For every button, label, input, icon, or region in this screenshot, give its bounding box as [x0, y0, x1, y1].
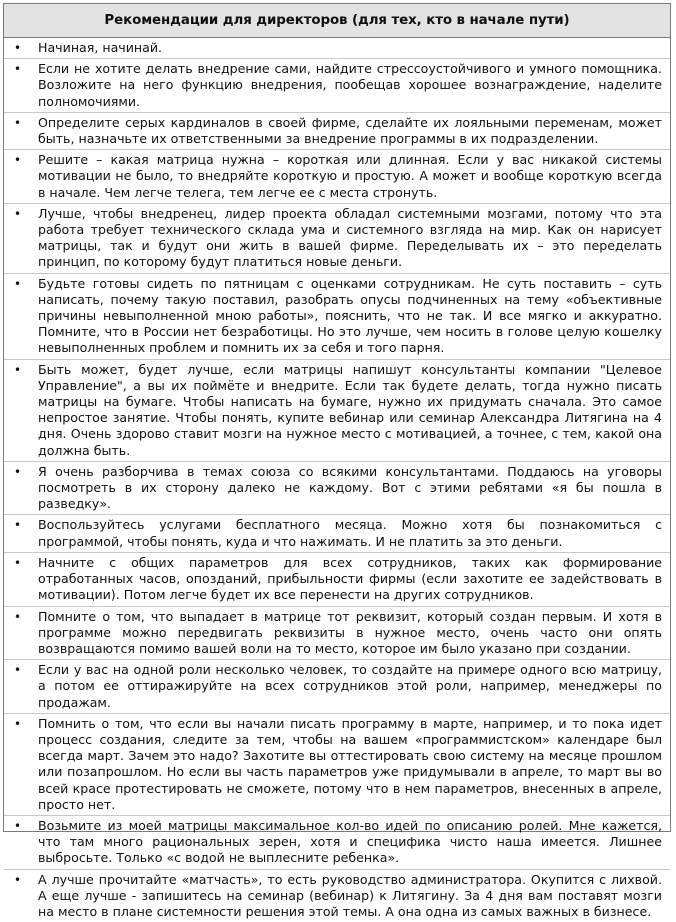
list-item-text: Будьте готовы сидеть по пятницам с оценками сотрудникам. Не суть поставить – суть написать, почему такую поставил, разобрать опусы подчиненных на тему «объективные причины невыполненной мною работы», пояснить, что не так. И все мягко и аккуратно. Помните, что в России нет безработицы. Но это лучше, чем носить в голове целую кошелку невыполненных проблем и помнить их за себя и того парня. [38, 275, 662, 356]
recommendations-list [4, 38, 670, 922]
list-item [4, 150, 670, 204]
list-item-text: Воспользуйтесь услугами бесплатного месяца. Можно хотя бы познакомиться с программой, чтобы понять, куда и что нажимать. И не платить за это деньги. [38, 517, 662, 549]
bullet-icon: • [14, 153, 22, 168]
list-item [4, 113, 670, 150]
bullet-icon: • [14, 872, 22, 887]
list-item-text: Начиная, начинай. [38, 40, 163, 55]
list-item-text: Решите – какая матрица нужна – короткая или длинная. Если у вас никакой системы мотивации не было, то внедряйте короткую и простую. А может и вообще короткую всегда в начале. Чем легче телега, тем легче ее с места стронуть. [38, 152, 662, 200]
bullet-icon: • [14, 518, 22, 533]
bullet-icon: • [14, 609, 22, 624]
list-item-text: Лучше, чтобы внедренец, лидер проекта обладал системными мозгами, потому что эта работа требует технического склада ума и системного взгляда на мир. Как он нарисует матрицы, так и будут они жить в вашей фирме. Переделывать их – это переделать принцип, по которому будут платиться новые деньги. [38, 205, 662, 270]
list-item [4, 553, 670, 607]
list-item [4, 607, 670, 661]
bullet-icon: • [14, 818, 22, 833]
list-item-text: Если у вас на одной роли несколько человек, то создайте на примере одного всю матрицу, а потом ее оттиражируйте на всех сотрудников этой роли, например, менеджеры по продажам. [38, 662, 662, 710]
list-item [4, 38, 670, 59]
bullet-icon: • [14, 41, 22, 55]
list-item [4, 816, 670, 870]
bullet-icon: • [14, 115, 22, 130]
table-header [4, 4, 670, 38]
list-item-text: А лучше прочитайте «матчасть», то есть руководство администратора. Окупится с лихвой. А еще лучше - запишитесь на семинар (вебинар) к Литягину. За 4 дня вам поставят мозги на место в плане системности решения этой темы. А она одна из самых важных в бизнесе. [38, 871, 662, 919]
list-item [4, 714, 670, 816]
list-item [4, 204, 670, 274]
list-item-text: Помните о том, что выпадает в матрице тот реквизит, который создан первым. И хотя в программе можно передвигать реквизиты в нужное место, очень часто они опять возвращаются помимо вашей воли на то место, которое им было указано при создании. [38, 608, 662, 656]
bullet-icon: • [14, 62, 22, 77]
list-item [4, 360, 670, 462]
list-item [4, 515, 670, 552]
table-title: Рекомендации для директоров (для тех, кто в начале пути) [104, 13, 570, 28]
bullet-icon: • [14, 555, 22, 570]
recommendations-table [3, 3, 671, 919]
list-item [4, 59, 670, 113]
list-item-text: Определите серых кардиналов в своей фирме, сделайте их лояльными переменам, может быть, назначьте их ответственными за внедрение программы в их подразделении. [38, 114, 662, 147]
list-item-text: Начните с общих параметров для всех сотрудников, таких как формирование отработанных часов, опозданий, прибыльности фирмы (если захотите ее задействовать в мотивации). Потом легче будет их все перенести на других сотрудников. [38, 554, 662, 603]
bullet-icon: • [14, 663, 22, 678]
bullet-icon: • [14, 464, 22, 479]
list-item-text: Если не хотите делать внедрение сами, найдите стрессоустойчивого и умного помощника. Возложите на него функцию внедрения, пообещав хорошее вознаграждение, наделите полномочиями. [38, 61, 662, 109]
bullet-icon: • [14, 362, 22, 377]
list-item-text: Быть может, будет лучше, если матрицы напишут консультанты компании "Целевое Управление", а вы их поймёте и внедрите. Если так будете делать, тогда нужно писать матрицы на бумаге. Чтобы написать на бумаге, нужно их придумать сначала. Это самое непростое занятие. Чтобы понять, купите вебинар или семинар Александра Литягина на 4 дня. Очень здорово ставит мозги на нужное место с мотивацией, а точнее, с тем, какой она должна быть. [38, 361, 662, 458]
list-item [4, 274, 670, 360]
bullet-icon: • [14, 716, 22, 731]
list-item [4, 660, 670, 714]
list-item-text: Помнить о том, что если вы начали писать программу в марте, например, и то пока идет процесс создания, следите за тем, чтобы на вашем «программистском» календаре был всегда март. Зачем это надо? Захотите вы оттестировать свою систему на месяце прошлом или позапрошлом. Но если вы часть параметров уже придумывали в апреле, то март вы во всей красе протестировать не сможете, потому что в нем параметров, внесенных в апреле, просто нет. [38, 715, 662, 812]
bullet-icon: • [14, 206, 22, 221]
list-item-text: Возьмите из моей матрицы максимальное кол-во идей по описанию ролей. Мне кажется, что там много рациональных зерен, хотя и специфика чисто наша имеется. Лишнее выбросьте. Только «с водой не выплесните ребенка». [38, 817, 662, 866]
bullet-icon: • [14, 276, 22, 291]
list-item [4, 870, 670, 922]
list-item [4, 462, 670, 516]
list-item-text: Я очень разборчива в темах союза со всякими консультантами. Поддаюсь на уговоры посмотреть в их сторону далеко не каждому. Вот с этими ребятами «я бы пошла в разведку». [38, 463, 662, 512]
